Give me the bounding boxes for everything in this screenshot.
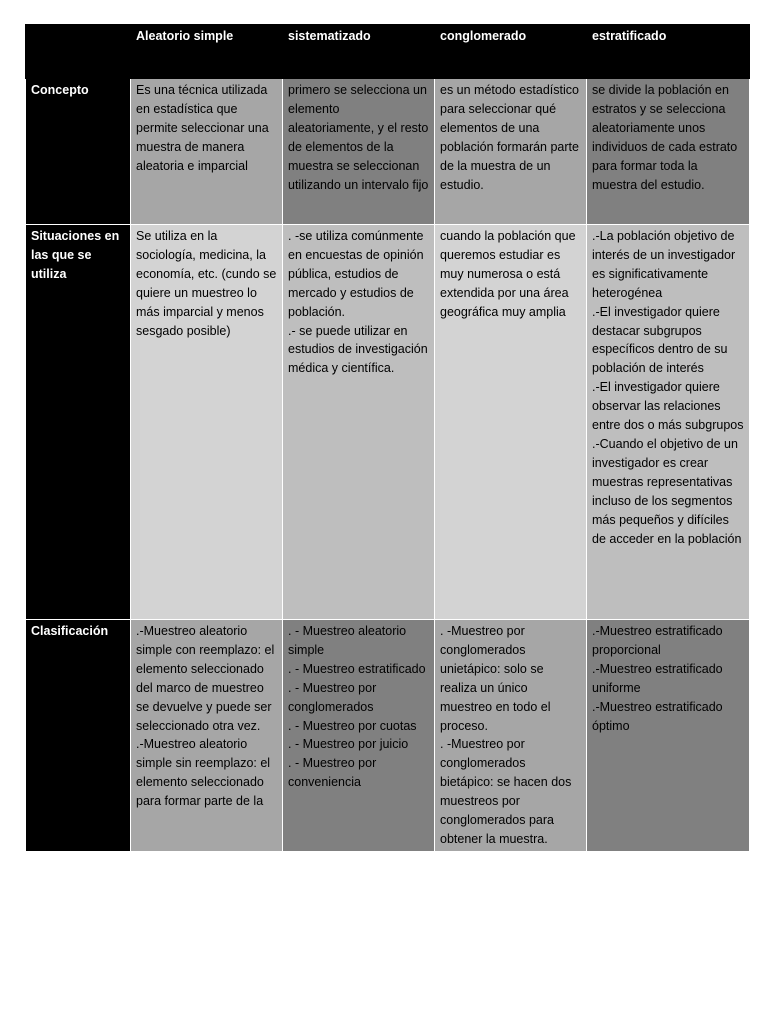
cell-text: .-Muestreo estratificado uniforme [592,661,723,695]
cell-text: . - Muestreo aleatorio simple [288,624,407,657]
cell-text: .- se puede utilizar en estudios de investigación médica y científica. [288,323,428,376]
cell-text: primero se selecciona un elemento aleatoriamente, y el resto de elementos de la muestra se seleccionan utilizando un intervalo fijo [288,83,429,192]
cell-situaciones-sistematizado [283,225,435,620]
header-aleatorio-simple: Aleatorio simple [131,25,283,79]
cell-text: .-Muestreo aleatorio simple sin reemplazo: el elemento seleccionado para formar parte de la [136,737,271,809]
cell-text: .-El investigador quiere observar las relaciones entre dos o más subgrupos [592,380,744,433]
cell-concepto-conglomerado [435,79,587,225]
cell-concepto-estratificado [587,79,750,225]
cell-clasificacion-aleatorio-simple [131,620,283,852]
cell-text: .-La población objetivo de interés de un investigador es significativamente heterogénea [592,229,736,300]
cell-text: . - Muestreo estratificado [288,661,426,676]
row-label-situaciones: Situaciones en las que se utiliza [26,225,131,620]
cell-text: . - Muestreo por cuotas [288,718,417,733]
cell-text: Se utiliza en la sociología, medicina, la economía, etc. (cundo se quiere un muestreo lo más imparcial y menos sesgado posible) [136,229,277,338]
cell-text: . - Muestreo por conveniencia [288,756,377,790]
header-corner-cell [26,25,131,79]
cell-concepto-aleatorio-simple [131,79,283,225]
cell-text: Es una técnica utilizada en estadística que permite seleccionar una muestra de manera aleatoria e imparcial [136,83,269,173]
table-header-row [26,25,750,79]
table-row-clasificacion [26,620,750,852]
comparison-table [25,24,750,852]
row-label-clasificacion: Clasificación [26,620,131,852]
cell-situaciones-conglomerado [435,225,587,620]
cell-situaciones-aleatorio-simple [131,225,283,620]
cell-situaciones-estratificado [587,225,750,620]
cell-text: . - Muestreo por conglomerados [288,680,377,714]
cell-text: es un método estadístico para seleccionar qué elementos de una población formarán parte de la muestra de un estudio. [440,83,579,192]
cell-text: .-Muestreo estratificado proporcional [592,624,723,657]
header-estratificado: estratificado [587,25,750,79]
row-label-concepto: Concepto [26,79,131,225]
cell-text: . -se utiliza comúnmente en encuestas de opinión pública, estudios de mercado y estudios de población. [288,229,424,319]
header-sistematizado: sistematizado [283,25,435,79]
cell-clasificacion-conglomerado [435,620,587,852]
header-conglomerado: conglomerado [435,25,587,79]
cell-text: se divide la población en estratos y se selecciona aleatoriamente unos individuos de cada estrato para formar toda la muestra del estudio. [592,83,738,192]
table-row-situaciones [26,225,750,620]
cell-text: .-Cuando el objetivo de un investigador es crear muestras representativas incluso de los segmentos más pequeños y difíciles de acceder en la población [592,436,742,546]
table-row-concepto [26,79,750,225]
cell-clasificacion-estratificado [587,620,750,852]
cell-text: . -Muestreo por conglomerados bietápico: se hacen dos muestreos por conglomerados para obtener la muestra. [440,737,572,846]
cell-text: .-Muestreo aleatorio simple con reemplazo: el elemento seleccionado del marco de muestreo se devuelve y puede ser seleccionado otra vez. [136,624,275,733]
cell-text: .-Muestreo estratificado óptimo [592,699,723,733]
cell-text: . -Muestreo por conglomerados unietápico: solo se realiza un único muestreo en todo el proceso. [440,624,551,733]
cell-concepto-sistematizado [283,79,435,225]
cell-clasificacion-sistematizado [283,620,435,852]
cell-text: .-El investigador quiere destacar subgrupos específicos dentro de su población de interés [592,304,728,376]
cell-text: cuando la población que queremos estudiar es muy numerosa o está extendida por una área geográfica muy amplia [440,229,576,319]
cell-text: . - Muestreo por juicio [288,737,409,752]
